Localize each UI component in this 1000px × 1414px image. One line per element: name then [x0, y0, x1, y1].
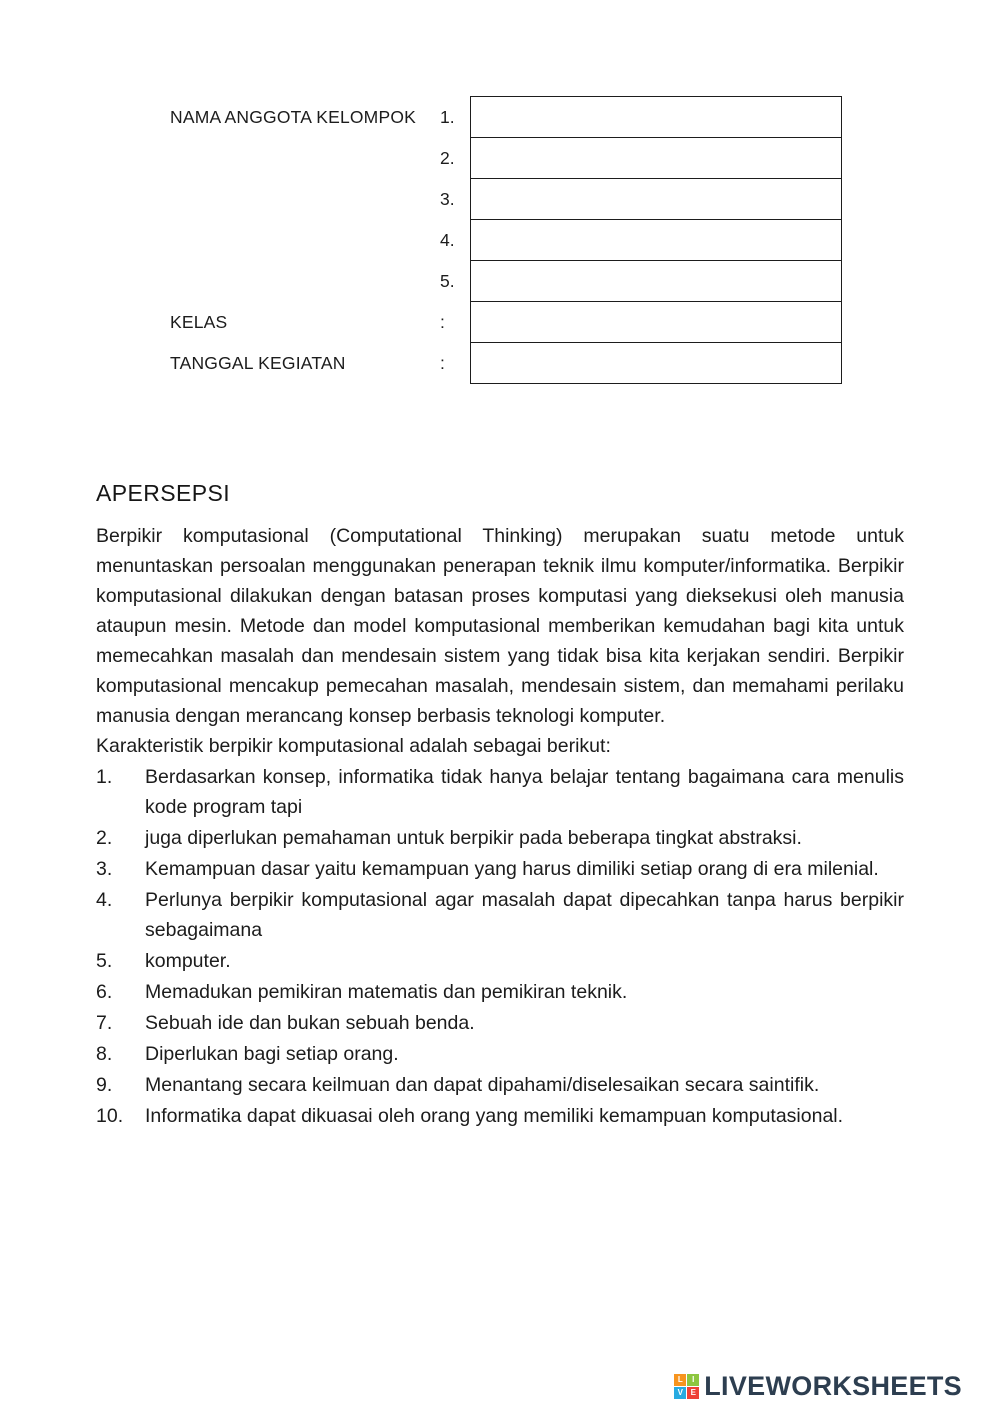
- group-info-form: [170, 96, 1000, 384]
- form-row-member-1: [170, 96, 1000, 138]
- list-item: [96, 885, 904, 945]
- list-intro: Karakteristik berpikir komputasional adalah sebagai berikut:: [96, 735, 611, 757]
- row-marker: 5.: [440, 270, 455, 291]
- list-item: [96, 1008, 904, 1038]
- form-row-tanggal: [170, 342, 1000, 384]
- list-item: [96, 762, 904, 822]
- colon-separator: :: [440, 352, 445, 373]
- group-members-label: NAMA ANGGOTA KELOMPOK: [170, 106, 417, 127]
- item-number: 10.: [96, 1105, 124, 1127]
- list-item: [96, 977, 904, 1007]
- kelas-label: KELAS: [170, 311, 228, 332]
- item-text: Perlunya berpikir komputasional agar masalah dapat dipecahkan tanpa harus berpikir sebagaimana: [145, 889, 904, 941]
- form-row-member-2: [170, 137, 1000, 179]
- item-text: Kemampuan dasar yaitu kemampuan yang harus dimiliki setiap orang di era milenial.: [145, 858, 879, 880]
- item-number: 8.: [96, 1043, 113, 1065]
- item-text: Diperlukan bagi setiap orang.: [145, 1043, 399, 1065]
- tanggal-kegiatan-label: TANGGAL KEGIATAN: [170, 352, 346, 373]
- list-item: [96, 1070, 904, 1100]
- logo-tile-l: L: [674, 1374, 686, 1386]
- list-item: [96, 823, 904, 853]
- member-name-input-3[interactable]: [470, 178, 842, 220]
- logo-tile-v: V: [674, 1387, 686, 1399]
- section-heading: APERSEPSI: [96, 480, 230, 506]
- intro-paragraph: Berpikir komputasional (Computational Thinking) merupakan suatu metode untuk menuntaskan persoalan menggunakan penerapan teknik ilmu komputer/informatika. Berpikir komputasional dilakukan dengan batasan proses komputasi yang dieksekusi oleh manusia ataupun mesin. Metode dan model komputasional memberikan kemudahan bagi kita untuk memecahkan masalah dan mendesain sistem yang tidak bisa kita kerjakan sendiri. Berpikir komputasional mencakup pemecahan masalah, mendesain sistem, dan memahami perilaku manusia dengan merancang konsep berbasis teknologi komputer.: [96, 525, 904, 727]
- form-row-kelas: [170, 301, 1000, 343]
- list-item: [96, 946, 904, 976]
- tanggal-kegiatan-input[interactable]: [470, 342, 842, 384]
- member-name-input-5[interactable]: [470, 260, 842, 302]
- row-marker: 3.: [440, 188, 455, 209]
- form-row-member-4: [170, 219, 1000, 261]
- item-number: 5.: [96, 950, 113, 972]
- item-text: komputer.: [145, 950, 231, 972]
- item-text: Informatika dapat dikuasai oleh orang yang memiliki kemampuan komputasional.: [145, 1105, 844, 1127]
- apersepsi-section: [96, 480, 904, 1131]
- list-item: [96, 854, 904, 884]
- list-item: [96, 1101, 904, 1131]
- item-text: Memadukan pemikiran matematis dan pemikiran teknik.: [145, 981, 628, 1003]
- form-row-member-3: [170, 178, 1000, 220]
- item-number: 9.: [96, 1074, 113, 1096]
- item-text: juga diperlukan pemahaman untuk berpikir pada beberapa tingkat abstraksi.: [145, 827, 802, 849]
- row-marker: 2.: [440, 147, 455, 168]
- item-number: 3.: [96, 858, 113, 880]
- item-text: Sebuah ide dan bukan sebuah benda.: [145, 1012, 475, 1034]
- row-marker: 4.: [440, 229, 455, 250]
- item-number: 1.: [96, 766, 113, 788]
- item-text: Menantang secara keilmuan dan dapat dipahami/diselesaikan secara saintifik.: [145, 1074, 820, 1096]
- row-marker: 1.: [440, 106, 455, 127]
- form-row-member-5: [170, 260, 1000, 302]
- member-name-input-1[interactable]: [470, 96, 842, 138]
- kelas-input[interactable]: [470, 301, 842, 343]
- item-number: 2.: [96, 827, 113, 849]
- liveworksheets-brand: [674, 1371, 962, 1402]
- member-name-input-4[interactable]: [470, 219, 842, 261]
- member-name-input-2[interactable]: [470, 137, 842, 179]
- list-item: [96, 1039, 904, 1069]
- logo-tile-e: E: [687, 1387, 699, 1399]
- liveworksheets-wordmark: LIVEWORKSHEETS: [704, 1371, 962, 1401]
- logo-tile-i: I: [687, 1374, 699, 1386]
- characteristics-list: [96, 762, 904, 1131]
- item-text: Berdasarkan konsep, informatika tidak hanya belajar tentang bagaimana cara menulis kode program tapi: [145, 766, 904, 818]
- colon-separator: :: [440, 311, 445, 332]
- item-number: 6.: [96, 981, 113, 1003]
- item-number: 7.: [96, 1012, 113, 1034]
- item-number: 4.: [96, 889, 113, 911]
- liveworksheets-logo-icon: [674, 1374, 699, 1399]
